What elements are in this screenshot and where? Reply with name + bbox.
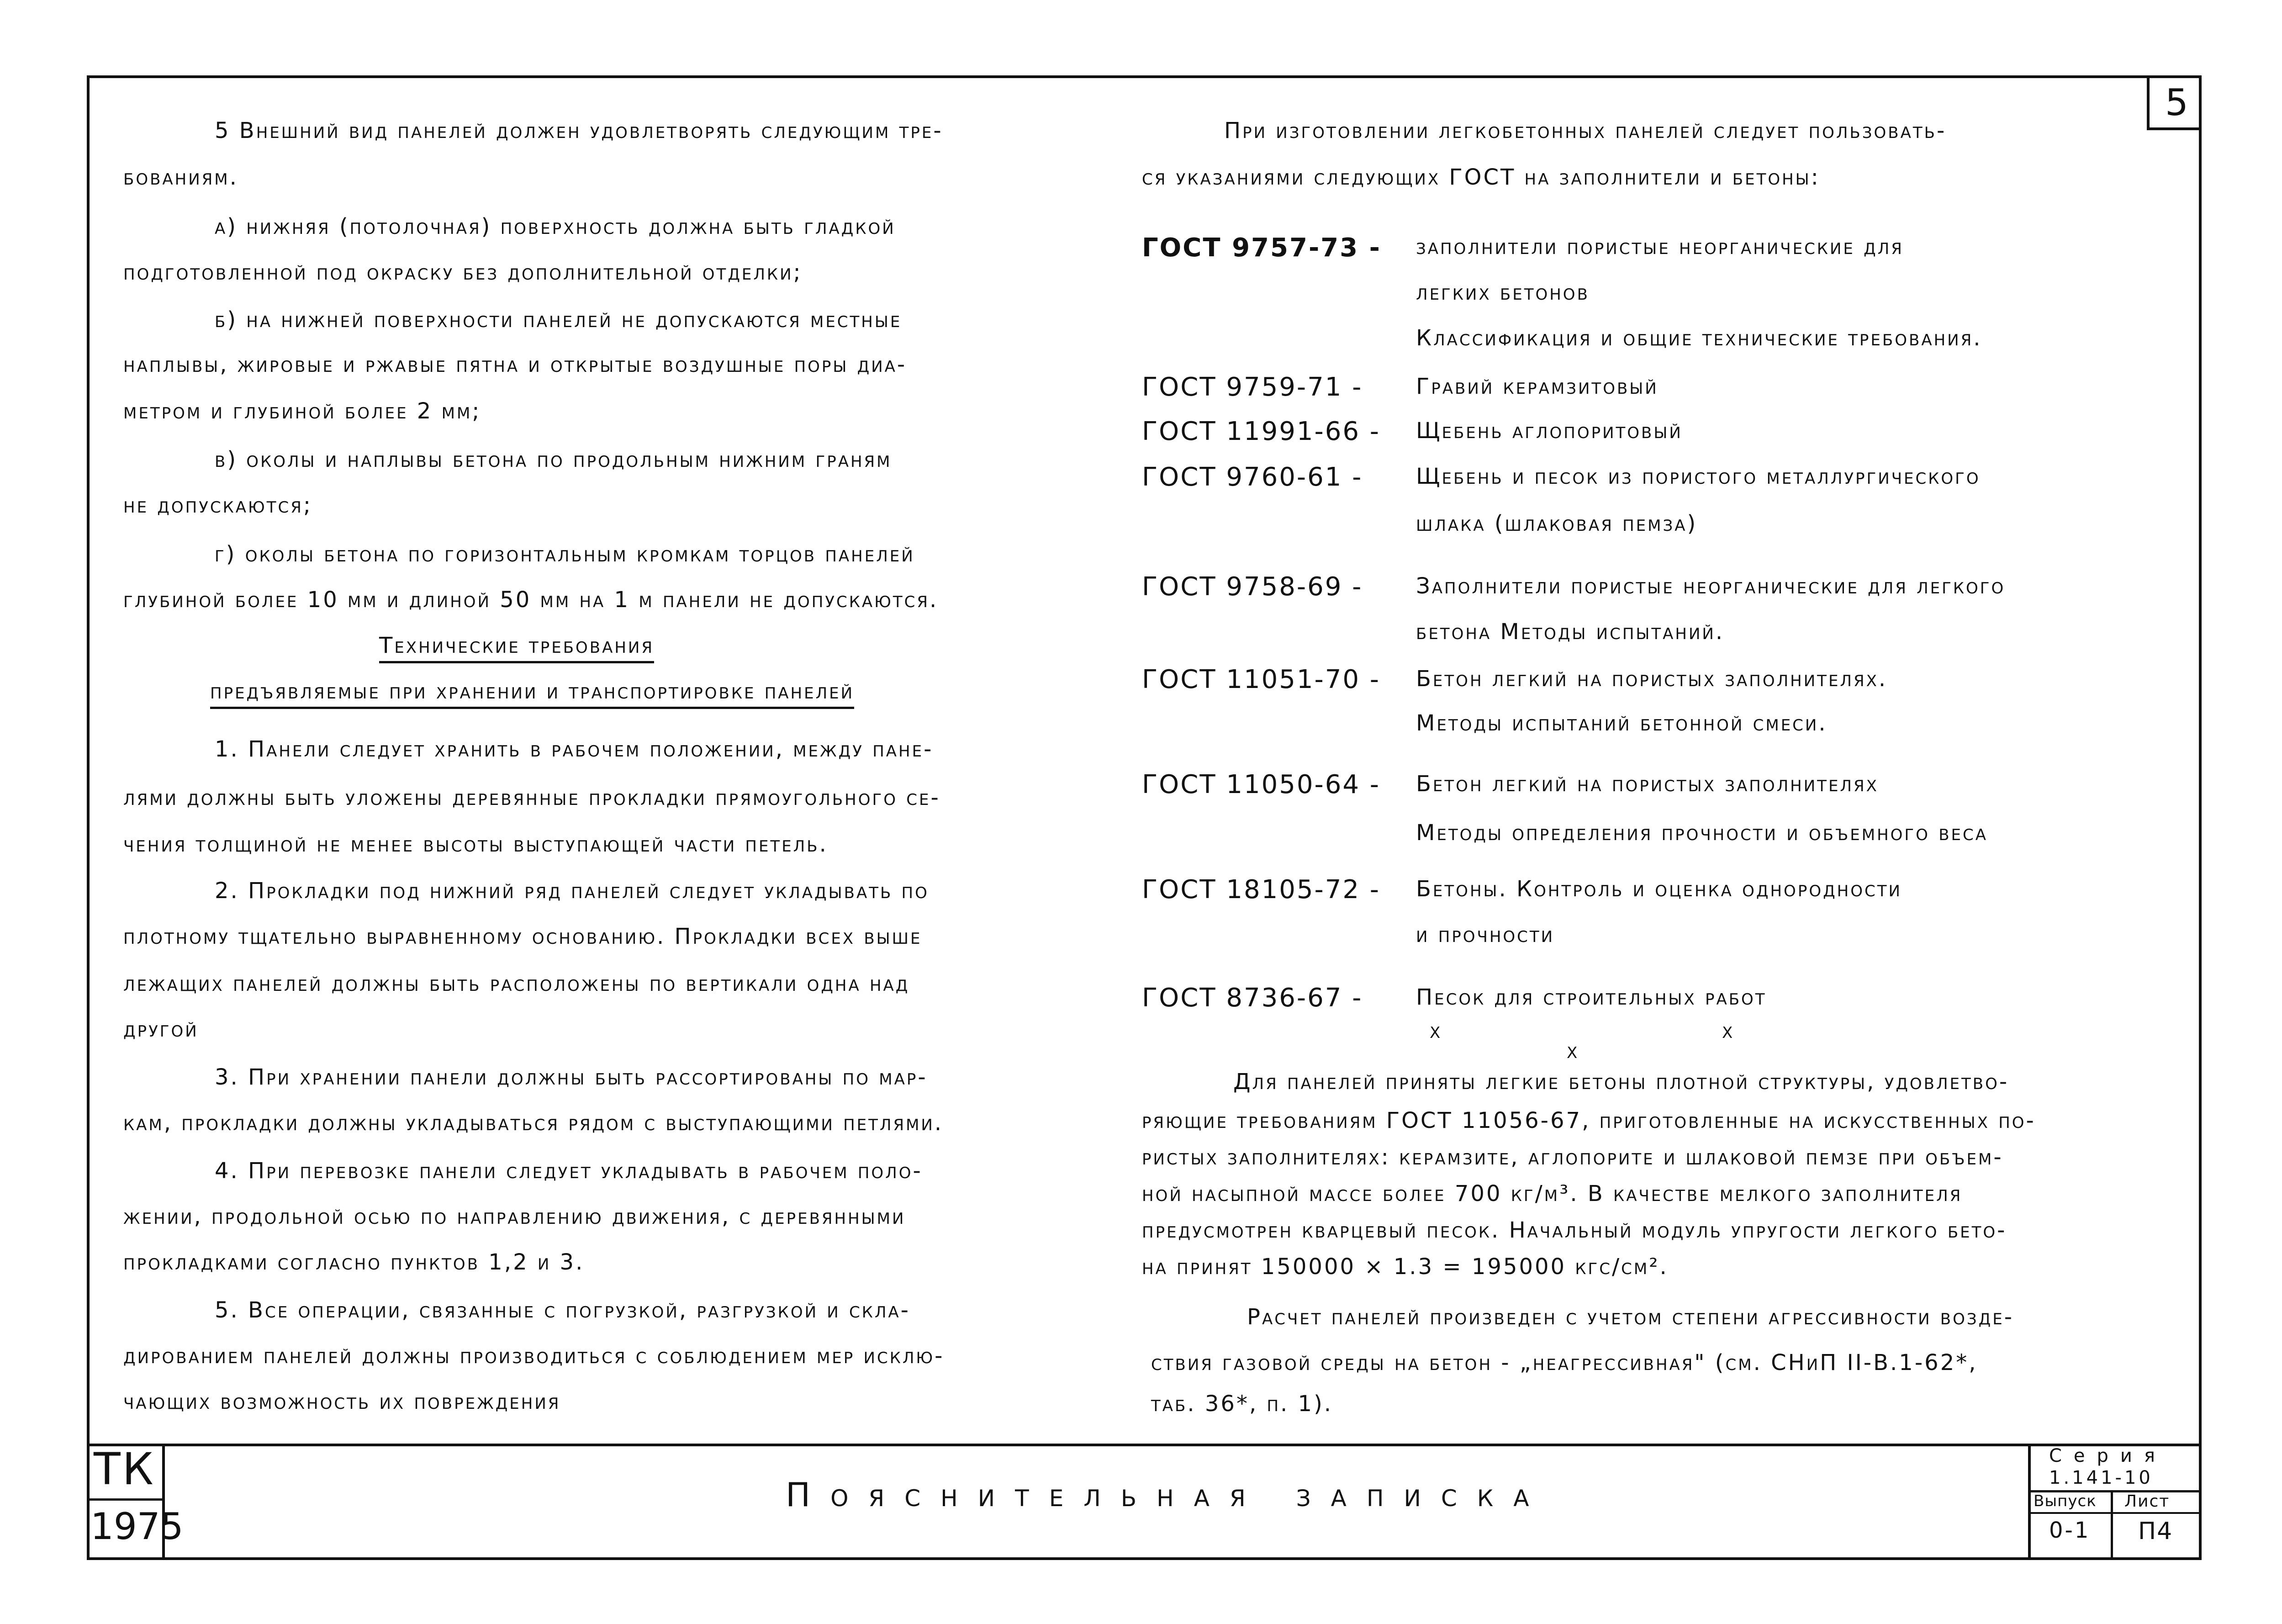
gost-code: ГОСТ 9757-73 -: [1142, 233, 1381, 263]
drawing-frame: [87, 75, 2202, 1560]
text-line: г) околы бетона по горизонтальным кромкам торцов панелей: [215, 541, 915, 567]
gost-desc: Заполнители пористые неорганические для легкого: [1416, 573, 2006, 599]
text-line: плотному тщательно выравненному основанию. Прокладки всех выше: [123, 924, 922, 949]
gost-code: ГОСТ 11050-64 -: [1142, 770, 1380, 799]
text-line: 1. Панели следует хранить в рабочем положении, между пане-: [215, 736, 934, 762]
text-line: в) околы и наплывы бетона по продольным нижним граням: [215, 447, 892, 472]
paragraph-line: Для панелей приняты легкие бетоны плотной структуры, удовлетво-: [1233, 1069, 2009, 1095]
stamp-divider: [87, 1498, 164, 1501]
paragraph-line: ристых заполнителях: керамзите, аглопорите и шлаковой пемзе при объем-: [1142, 1144, 2003, 1170]
stamp-org: ТК: [94, 1444, 155, 1495]
gost-desc: Щебень и песок из пористого металлургического: [1416, 464, 1981, 489]
gost-desc: бетона Методы испытаний.: [1416, 619, 1725, 645]
issue-sheet-divider: [2111, 1490, 2113, 1560]
paragraph-line: таб. 36*, п. 1).: [1151, 1391, 1333, 1417]
paragraph-line: ряющие требованиям ГОСТ 11056-67, приготовленные на искусственных по-: [1142, 1108, 2036, 1133]
paragraph-line: на принят 150000 × 1.3 = 195000 кгс/см².: [1142, 1254, 1669, 1280]
paragraph-line: Расчет панелей произведен с учетом степени агрессивности возде-: [1247, 1304, 2014, 1330]
paragraph-line: ствия газовой среды на бетон - „неагрессивная" (см. СНиП II-В.1-62*,: [1151, 1350, 1978, 1375]
gost-desc: и прочности: [1416, 922, 1555, 947]
gost-desc: Песок для строительных работ: [1416, 984, 1767, 1010]
gost-code: ГОСТ 11051-70 -: [1142, 665, 1380, 694]
gost-desc: заполнители пористые неорганические для: [1416, 234, 1904, 259]
text-line: бованиям.: [123, 164, 238, 190]
text-line: 5 Внешний вид панелей должен удовлетворять следующим тре-: [215, 118, 943, 143]
text-line: 5. Все операции, связанные с погрузкой, разгрузкой и скла-: [215, 1297, 910, 1323]
text-line: метром и глубиной более 2 мм;: [123, 398, 481, 424]
text-line: лежащих панелей должны быть расположены по вертикали одна над: [123, 971, 910, 996]
sheet-label: Лист: [2124, 1492, 2170, 1511]
issue-label: Выпуск: [2034, 1492, 2097, 1510]
section-subheading: предъявляемые при хранении и транспортировке панелей: [210, 678, 854, 709]
gost-code: ГОСТ 9760-61 -: [1142, 462, 1363, 492]
series-label: Серия: [2049, 1445, 2167, 1466]
mark-x: x: [1722, 1018, 1735, 1043]
section-heading: Технические требования: [379, 633, 654, 663]
title-block-border: [87, 1444, 2202, 1446]
text-line: кам, прокладки должны укладываться рядом с выступающими петлями.: [123, 1110, 944, 1136]
gost-code: ГОСТ 8736-67 -: [1142, 983, 1363, 1013]
gost-desc: Классификация и общие технические требования.: [1416, 325, 1982, 351]
gost-desc: легких бетонов: [1416, 280, 1590, 305]
gost-desc: Бетон легкий на пористых заполнителях: [1416, 771, 1879, 797]
text-line: 2. Прокладки под нижний ряд панелей следует укладывать по: [215, 878, 929, 904]
text-line: 3. При хранении панели должны быть рассортированы по мар-: [215, 1064, 928, 1090]
paragraph-line: ной насыпной массе более 700 кг/м³. В качестве мелкого заполнителя: [1142, 1181, 1963, 1206]
text-line: подготовленной под окраску без дополнительной отделки;: [123, 259, 803, 285]
sheet-number-box: [2147, 78, 2201, 130]
sheet-number: 5: [2165, 81, 2188, 124]
text-line: наплывы, жировые и ржавые пятна и открытые воздушные поры диа-: [123, 352, 907, 377]
gost-desc: Бетоны. Контроль и оценка однородности: [1416, 876, 1902, 902]
text-line: жении, продольной осью по направлению движения, с деревянными: [123, 1204, 906, 1229]
gost-desc: Методы определения прочности и объемного веса: [1416, 820, 1988, 846]
mark-x: x: [1567, 1038, 1579, 1063]
gost-desc: Методы испытаний бетонной смеси.: [1416, 710, 1828, 736]
series-box: [2028, 1444, 2201, 1560]
label-divider: [2031, 1512, 2201, 1514]
text-line: дированием панелей должны производиться с соблюдением мер исклю-: [123, 1343, 945, 1369]
series-value: 1.141-10: [2049, 1467, 2153, 1488]
text-line: лями должны быть уложены деревянные прокладки прямоугольного се-: [123, 785, 940, 810]
gost-desc: шлака (шлаковая пемза): [1416, 511, 1698, 536]
text-line: б) на нижней поверхности панелей не допускаются местные: [215, 307, 902, 333]
text-line: глубиной более 10 мм и длиной 50 мм на 1 м панели не допускаются.: [123, 587, 939, 613]
intro-line: При изготовлении легкобетонных панелей следует пользовать-: [1224, 118, 1947, 143]
text-line: 4. При перевозке панели следует укладывать в рабочем поло-: [215, 1158, 923, 1184]
gost-code: ГОСТ 9758-69 -: [1142, 572, 1363, 602]
sheet-value: П4: [2138, 1518, 2173, 1545]
text-line: чения толщиной не менее высоты выступающей части петель.: [123, 831, 828, 857]
text-line: а) нижняя (потолочная) поверхность должна быть гладкой: [215, 214, 896, 239]
gost-desc: Щебень аглопоритовый: [1416, 418, 1683, 444]
stamp-year: 1975: [90, 1505, 184, 1548]
text-line: другой: [123, 1016, 199, 1042]
gost-code: ГОСТ 18105-72 -: [1142, 875, 1380, 905]
paragraph-line: предусмотрен кварцевый песок. Начальный модуль упругости легкого бето-: [1142, 1217, 2007, 1243]
text-line: не допускаются;: [123, 492, 313, 518]
text-line: прокладками согласно пунктов 1,2 и 3.: [123, 1249, 585, 1275]
intro-line: ся указаниями следующих ГОСТ на заполнители и бетоны:: [1142, 164, 1820, 190]
gost-code: ГОСТ 11991-66 -: [1142, 417, 1380, 446]
document-title: Пояснительная записка: [786, 1476, 1549, 1514]
mark-x: x: [1430, 1018, 1442, 1043]
gost-code: ГОСТ 9759-71 -: [1142, 372, 1363, 402]
text-line: чающих возможность их повреждения: [123, 1389, 561, 1414]
gost-desc: Гравий керамзитовый: [1416, 374, 1659, 399]
issue-value: 0-1: [2049, 1518, 2091, 1543]
gost-desc: Бетон легкий на пористых заполнителях.: [1416, 666, 1888, 692]
